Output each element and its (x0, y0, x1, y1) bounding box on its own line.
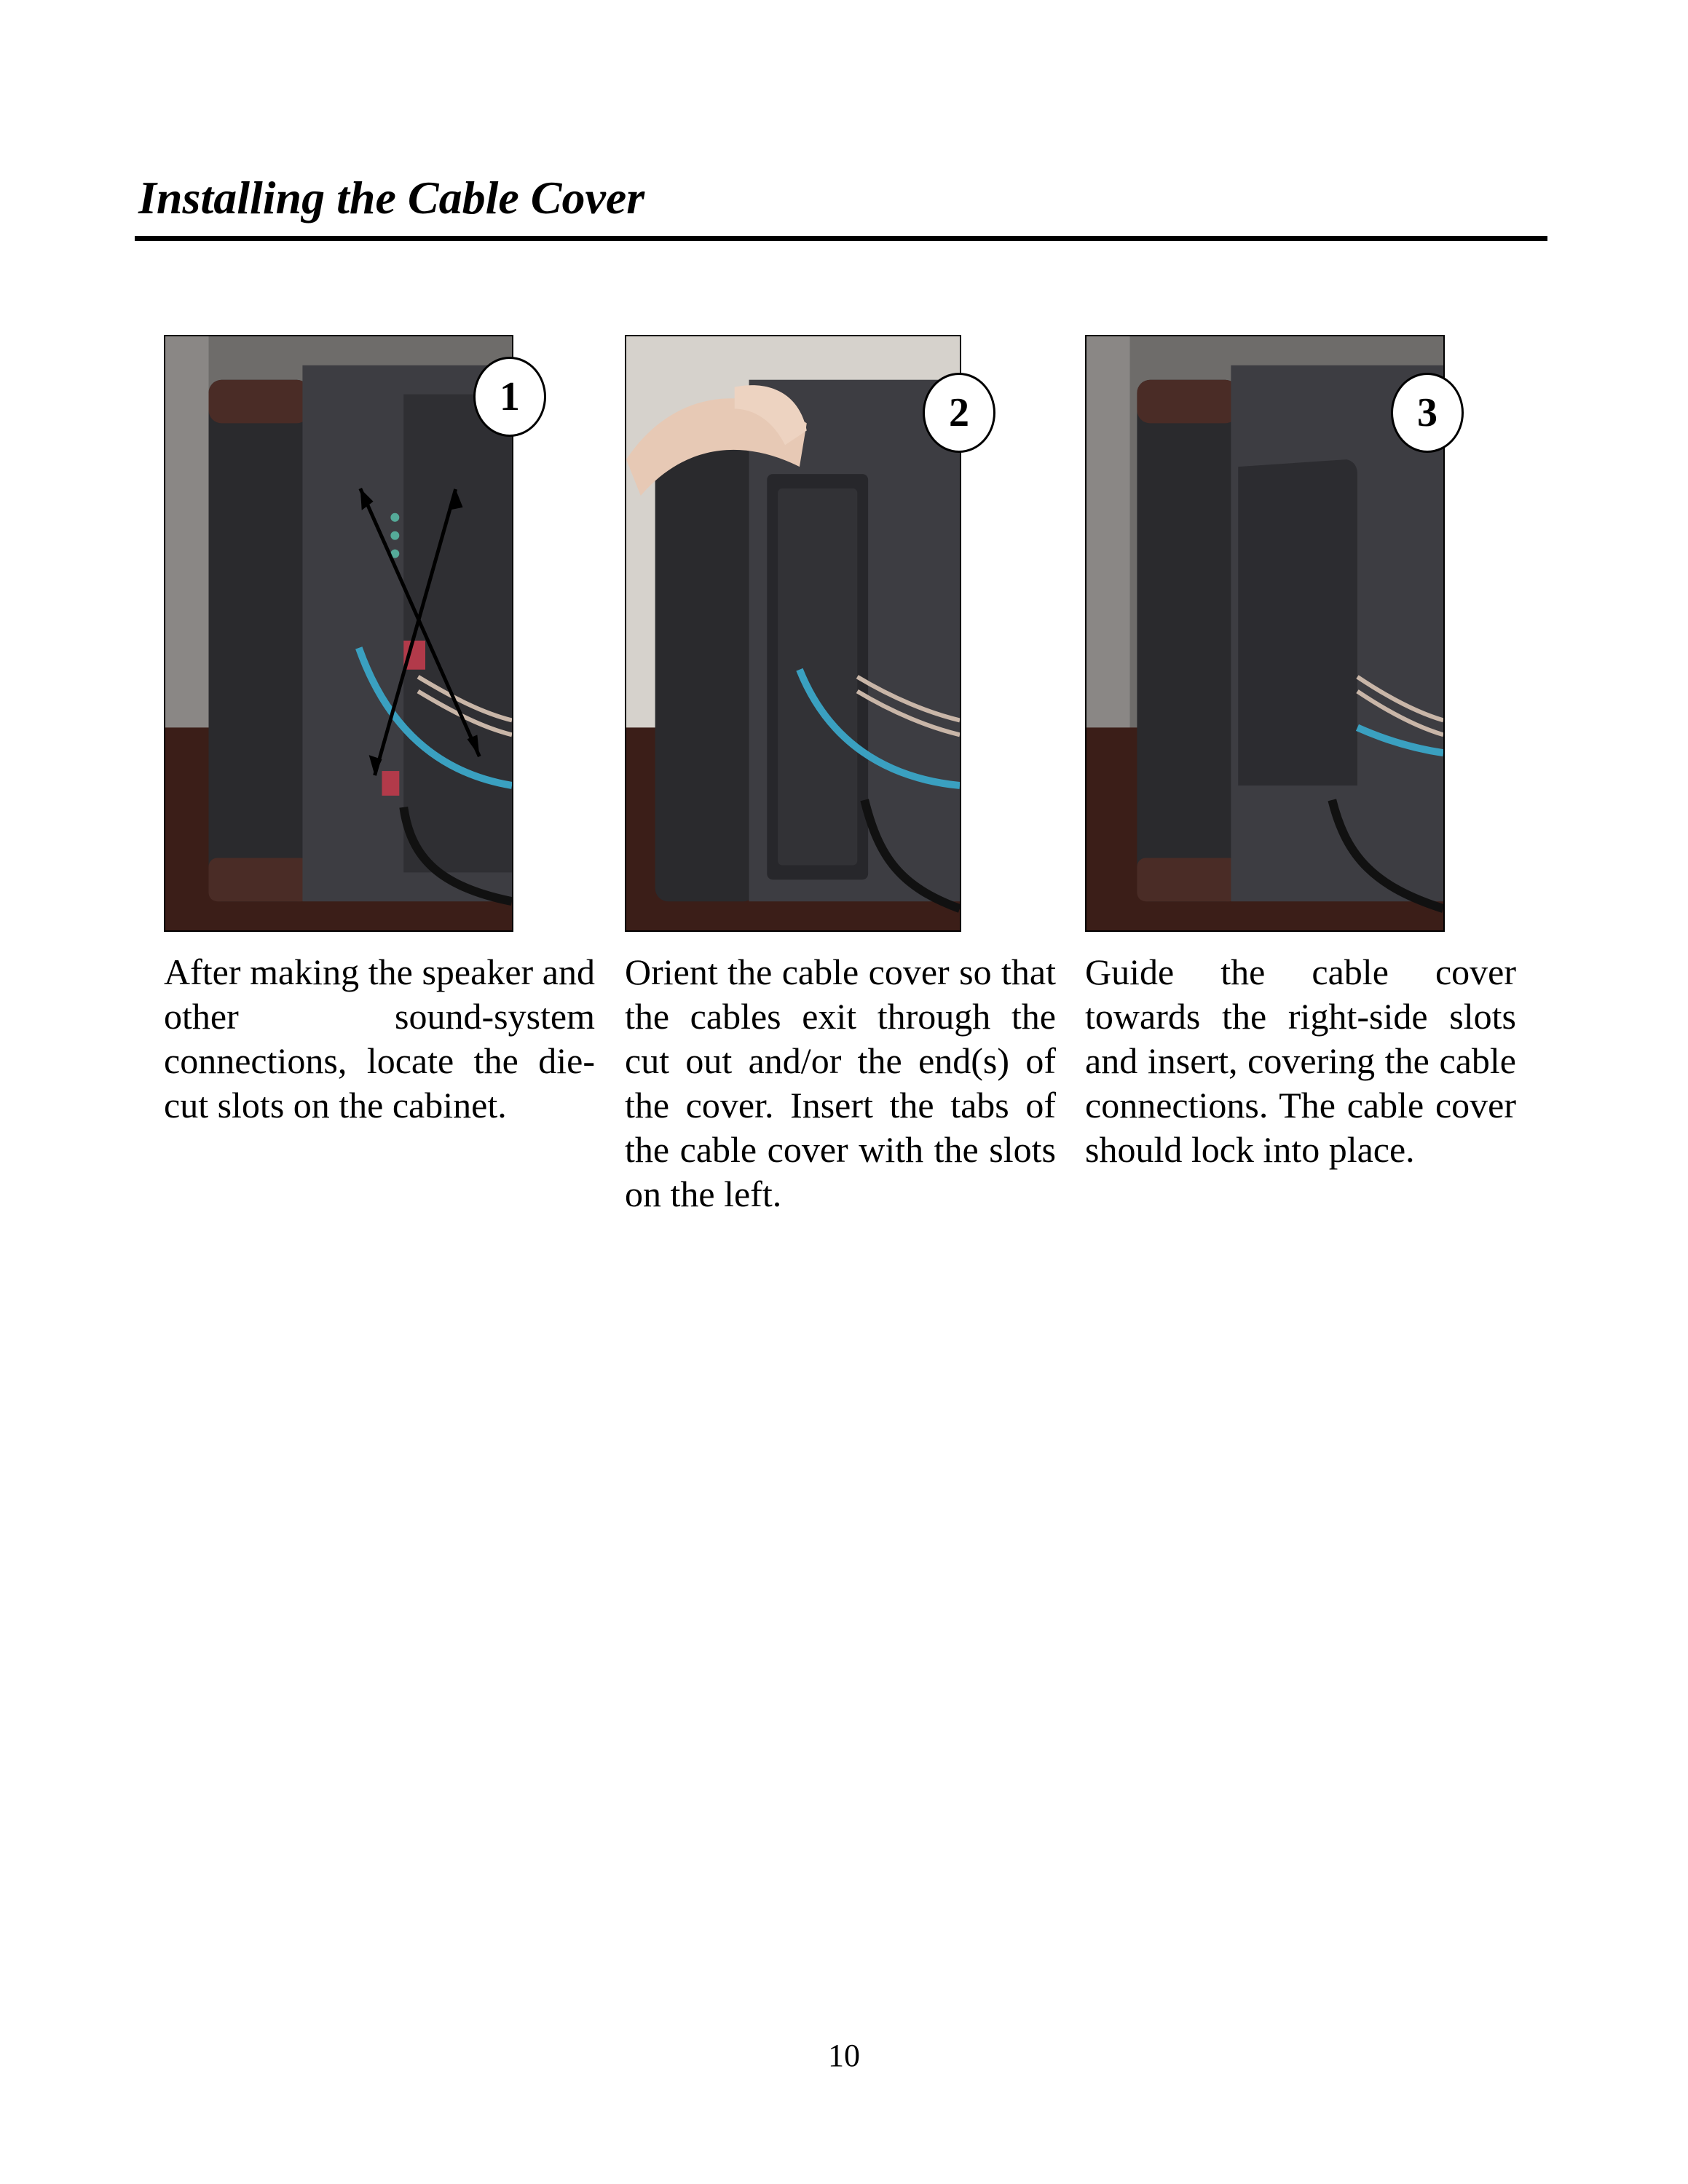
step-3-photo (1085, 335, 1445, 932)
step-1-photo (164, 335, 513, 932)
step-2-caption: Orient the cable cover so that the cables exit through the cut out and/or the end(s) of the cover. Insert the tabs of the cable cover with the slots on the left. (625, 951, 1056, 1214)
step-2-photo (625, 335, 961, 932)
step-1-caption: After making the speaker and other sound-system connections, locate the die-cut slots on the cabinet. (164, 951, 595, 1125)
tv-back-photo-2 (626, 336, 960, 930)
step-3-caption: Guide the cable cover towards the right-side slots and insert, covering the cable connections. The cable cover should lock into place. (1085, 951, 1516, 1170)
tv-back-photo-3 (1086, 336, 1443, 930)
tv-back-photo-1 (165, 336, 512, 930)
page-title: Installing the Cable Cover (138, 172, 645, 223)
step-2-badge: 2 (923, 373, 995, 453)
step-3-badge: 3 (1391, 373, 1464, 453)
page-number: 10 (828, 2038, 860, 2073)
step-1-badge: 1 (473, 357, 546, 437)
title-rule (135, 236, 1547, 241)
